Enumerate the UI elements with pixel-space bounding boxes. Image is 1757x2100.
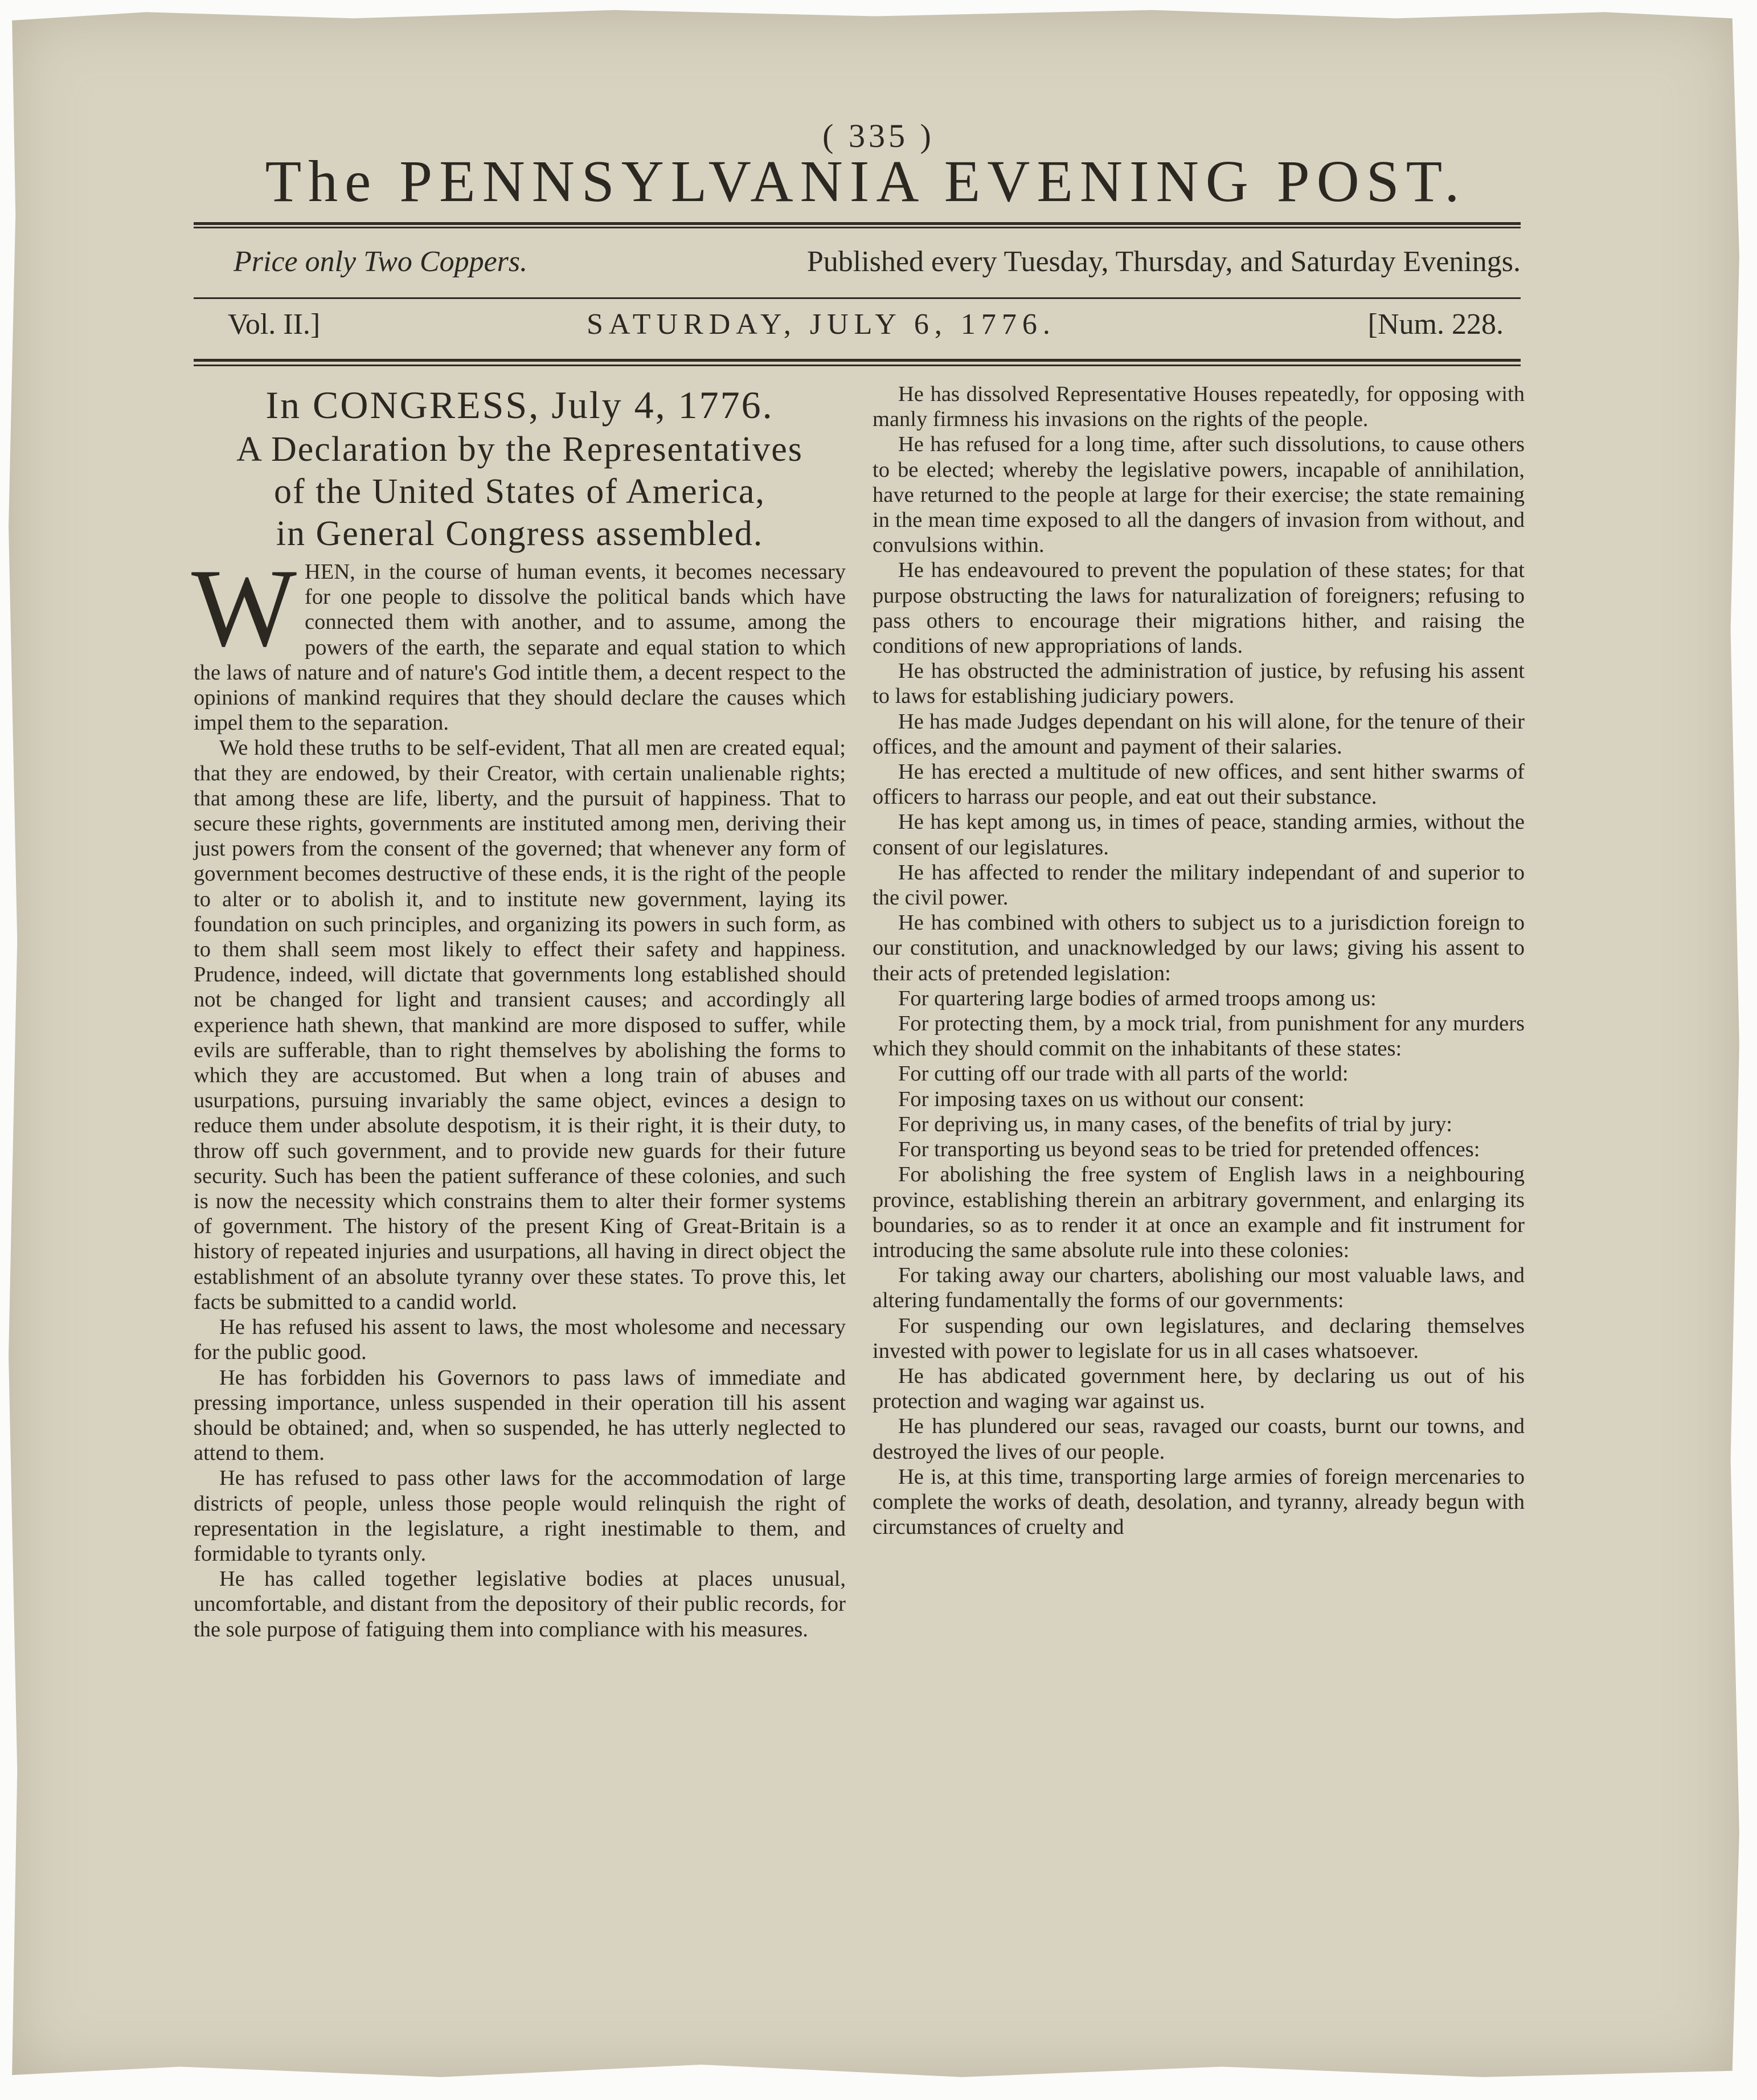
issue-date: SATURDAY, JULY 6, 1776. [587,308,1056,341]
paragraph: We hold these truths to be self-evident, That all men are created equal; that they are endowed, by their Creator, with certain unalienable rights; that among these are life, liberty, and the pursuit of happiness. That to secure these rights, governments are instituted among men, deriving their just powers from the consent of the governed; that whenever any form of government becomes destructive of these ends, it is the right of the people to alter or to abolish it, and to institute new government, laying its foundation on such principles, and organizing its powers in such form, as to them shall seem most likely to effect their safety and happiness. Prudence, indeed, will dictate that governments long established should not be changed for light and transient causes; and accordingly all experience hath shewn, that mankind are more disposed to suffer, while evils are sufferable, than to right themselves by abolishing the forms to which they are accustomed. But when a long train of abuses and usurpations, pursuing invariably the same object, evinces a design to reduce them under absolute despotism, it is their right, it is their duty, to throw off such government, and to provide new guards for their future security. Such has been the patient sufferance of these colonies, and such is now the necessity which constrains them to alter their former systems of government. The history of the present King of Great-Britain is a history of repeated injuries and usurpations, all having in direct object the establishment of an absolute tyranny over these states. To prove this, let facts be submitted to a candid world. [194,736,846,1314]
paragraph: He has kept among us, in times of peace, standing armies, without the consent of our legislatures. [873,810,1525,859]
publication-line: Published every Tuesday, Thursday, and Saturday Evenings. [806,245,1521,278]
paragraph: For imposing taxes on us without our consent: [898,1087,1305,1111]
price-line: Price only Two Coppers. [234,245,528,278]
volume-label: Vol. II.] [228,308,321,341]
paragraph: For suspending our own legislatures, and declaring themselves invested with power to legislate for us in all cases whatsoever. [873,1313,1525,1363]
paragraph: For protecting them, by a mock trial, from punishment for any murders which they should commit on the inhabitants of these states: [873,1012,1525,1061]
paragraph: For depriving us, in many cases, of the benefits of trial by jury: [898,1112,1452,1136]
heading-line-2: A Declaration by the Representatives [236,430,803,469]
paragraph: He is, at this time, transporting large armies of foreign mercenaries to complete the works of death, desolation, and tyranny, already begun with circumstances of cruelty and [873,1464,1525,1540]
paragraph: He has endeavoured to prevent the population of these states; for that purpose obstructing the laws for naturalization of foreigners; refusing to pass others to encourage their migrations hither, and raising the conditions of new appropriations of lands. [873,558,1525,658]
price-rule [194,297,1521,299]
paragraph: He has combined with others to subject us to a jurisdiction foreign to our constitution, and unacknowledged by our laws; giving his assent to their acts of pretended legislation: [873,911,1525,985]
heading-line-4: in General Congress assembled. [276,514,764,553]
paragraph: For cutting off our trade with all parts of the world: [898,1062,1349,1086]
issue-number: [Num. 228. [1367,308,1504,341]
heading-line-3: of the United States of America, [274,472,765,511]
masthead-title: The PENNSYLVANIA EVENING POST. [265,149,1467,214]
paragraph: He has refused for a long time, after such dissolutions, to cause others to be elected; whereby the legislative powers, incapable of annihilation, have returned to the people at large for their exercise; the state remaining in the mean time exposed to all the dangers of invasion from without, and convulsions within. [873,432,1525,558]
paragraph: For taking away our charters, abolishing our most valuable laws, and altering fundamentally the forms of our governments: [873,1263,1525,1313]
paragraph: He has obstructed the administration of justice, by refusing his assent to laws for establishing judiciary powers. [873,659,1525,709]
date-bar [228,308,1504,347]
paragraph: He has refused his assent to laws, the most wholesome and necessary for the public good. [194,1315,846,1365]
masthead-rule-bottom [194,227,1521,228]
paragraph: HEN, in the course of human events, it becomes necessary for one people to dissolve the political bands which have connected them with another, and to assume, among the powers of the earth, the separate and equal station to which the laws of nature and of nature's God intitle them, a decent respect to the opinions of mankind requires that they should declare the causes which impel them to the separation. [194,560,846,735]
paragraph: For abolishing the free system of English laws in a neighbouring province, establishing therein an arbitrary government, and enlarging its boundaries, so as to render it at once an example and fit instrument for introducing the same absolute rule into these colonies: [873,1162,1525,1262]
paragraph: He has forbidden his Governors to pass laws of immediate and pressing importance, unless suspended in their operation till his assent should be obtained; and, when so suspended, he has utterly neglected to attend to them. [194,1365,846,1466]
paragraph: He has called together legislative bodies at places unusual, uncomfortable, and distant from the depository of their public records, for the sole purpose of fatiguing them into compliance with his measures. [194,1567,846,1641]
paragraph: For transporting us beyond seas to be tried for pretended offences: [898,1137,1480,1162]
paragraph: He has affected to render the military independant of and superior to the civil power. [873,860,1525,910]
date-rule-bottom [194,365,1521,366]
paragraph: He has erected a multitude of new offices, and sent hither swarms of officers to harrass our people, and eat out their substance. [873,760,1525,809]
paragraph: For quartering large bodies of armed troops among us: [898,986,1377,1010]
right-column [873,382,1525,1540]
price-bar [234,245,1521,285]
paragraph: He has plundered our seas, ravaged our coasts, burnt our towns, and destroyed the lives of our people. [873,1414,1525,1464]
article-heading [194,382,846,555]
left-column [191,382,846,1642]
masthead-rule-top [194,222,1521,225]
paragraph: He has refused to pass other laws for the accommodation of large districts of people, unless those people would relinquish the right of representation in the legislature, a right inestimable to them, and formidable to tyrants only. [194,1466,846,1566]
paragraph: He has made Judges dependant on his will alone, for the tenure of their offices, and the amount and payment of their salaries. [873,709,1525,759]
paragraph: He has dissolved Representative Houses repeatedly, for opposing with manly firmness his invasions on the rights of the people. [873,382,1525,432]
date-rule-top [194,359,1521,362]
page-number: ( 335 ) [822,117,935,154]
paragraph: He has abdicated government here, by declaring us out of his protection and waging war against us. [873,1364,1525,1414]
heading-line-1: In CONGRESS, July 4, 1776. [265,383,774,427]
drop-cap: W [191,546,297,670]
